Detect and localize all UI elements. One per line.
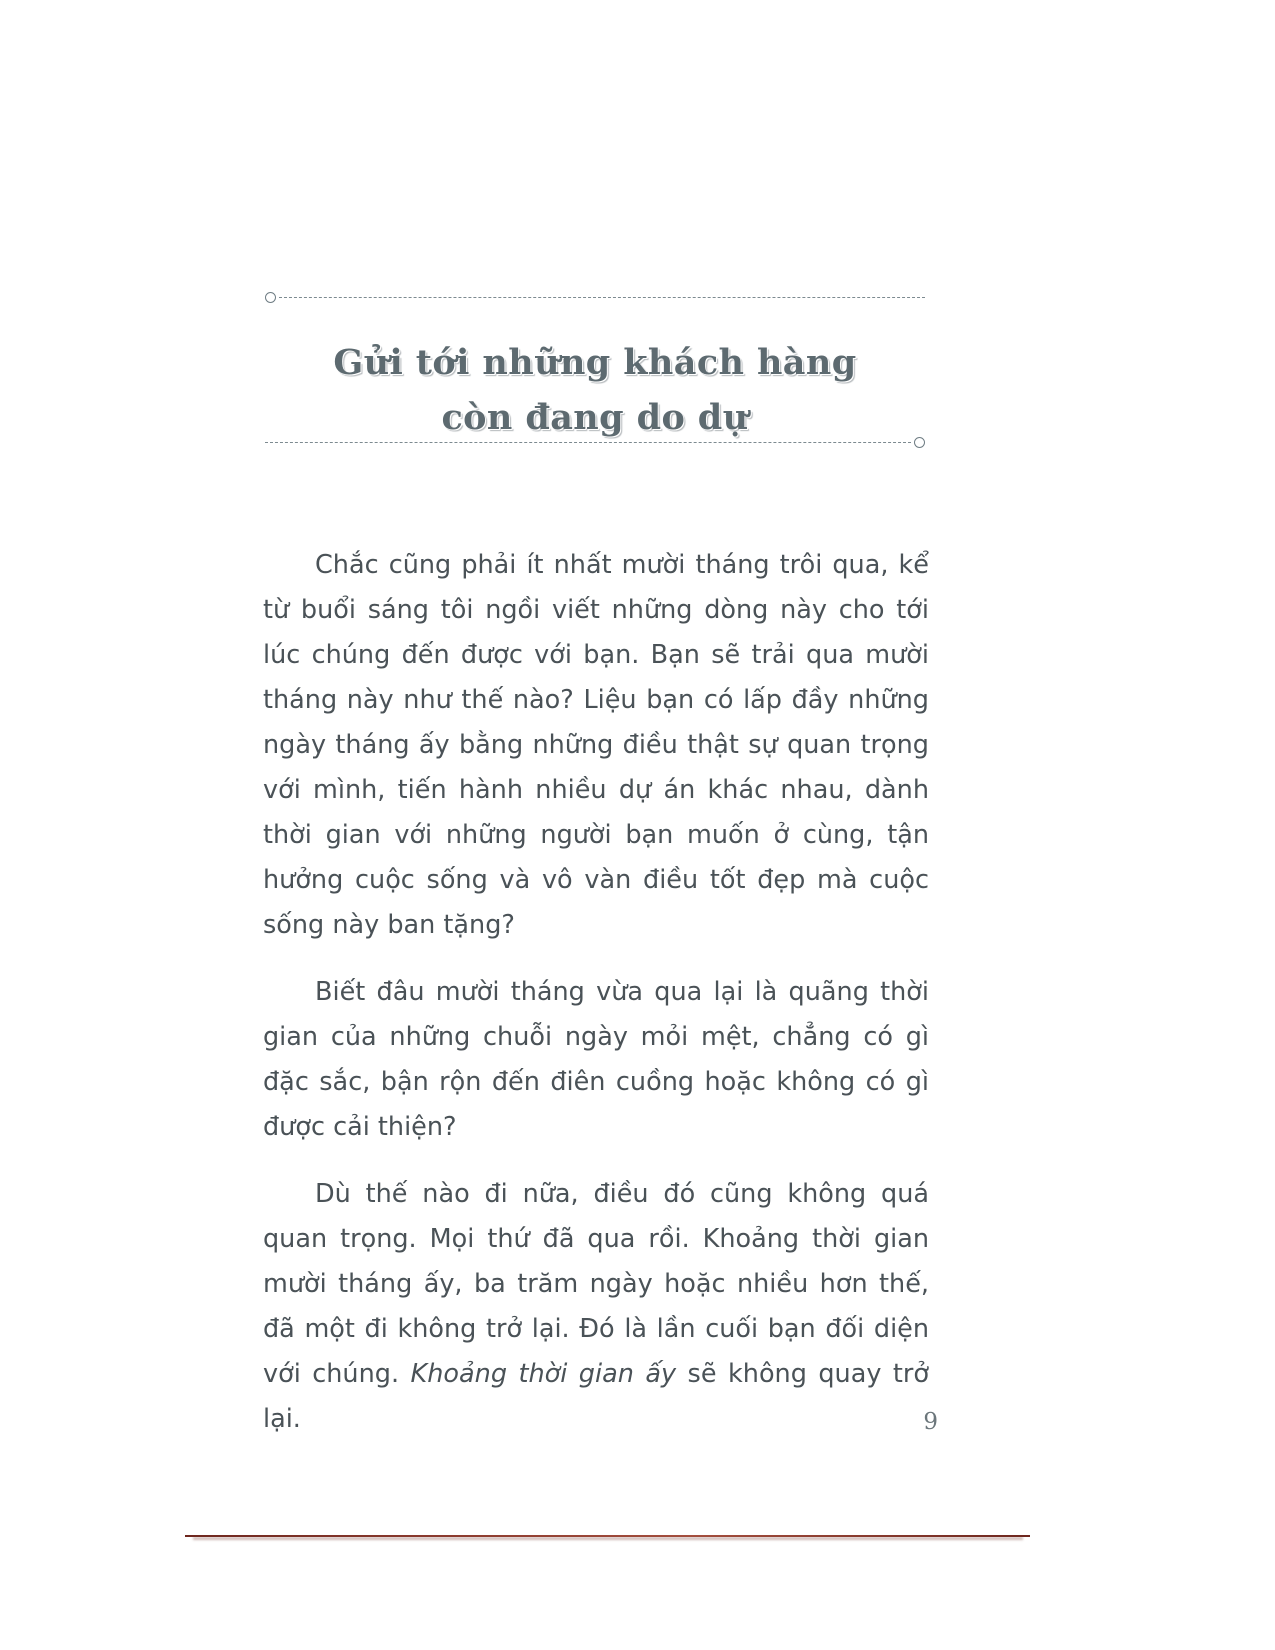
page-edge-shadow (193, 1537, 1023, 1540)
body-text (263, 543, 929, 1442)
paragraph: Biết đâu mười tháng vừa qua lại là quãng thời gian của những chuỗi ngày mỏi mệt, chẳng có gì đặc sắc, bận rộn đến điên cuồng hoặc không có gì được cải thiện? (263, 977, 929, 1142)
emphasized-phrase: Khoảng thời gian ấy (410, 1359, 677, 1389)
ornament-circle-icon (265, 292, 276, 303)
paragraph-with-emphasis (263, 1172, 929, 1442)
page-title-line-1: Gửi tới những khách hàng (333, 342, 857, 384)
ornament-dashed-line (265, 442, 911, 443)
ornament-circle-icon (914, 437, 925, 448)
heading-ornament-top (265, 291, 925, 305)
paragraph-text-before-emphasis: Dù thế nào đi nữa, điều đó cũng không quá quan trọng. Mọi thứ đã qua rồi. Khoảng thời gian mười tháng ấy, ba trăm ngày hoặc nhiều hơn thế, đã một đi không trở lại. Đó là lần cuối bạn đối diện với chúng. (263, 1179, 929, 1389)
page-title (265, 336, 925, 445)
ornament-dashed-line (279, 297, 925, 298)
paragraph: Chắc cũng phải ít nhất mười tháng trôi qua, kể từ buổi sáng tôi ngồi viết những dòng này cho tới lúc chúng đến được với bạn. Bạn sẽ trải qua mười tháng này như thế nào? Liệu bạn có lấp đầy những ngày tháng ấy bằng những điều thật sự quan trọng với mình, tiến hành nhiều dự án khác nhau, dành thời gian với những người bạn muốn ở cùng, tận hưởng cuộc sống và vô vàn điều tốt đẹp mà cuộc sống này ban tặng? (263, 550, 929, 940)
page-title-line-2: còn đang do dự (441, 396, 749, 438)
page-number: 9 (923, 1409, 938, 1435)
paragraph-text-after-emphasis: sẽ không quay trở lại. (263, 1359, 929, 1434)
book-page (185, 55, 1030, 1535)
heading-ornament-bottom (265, 436, 925, 450)
